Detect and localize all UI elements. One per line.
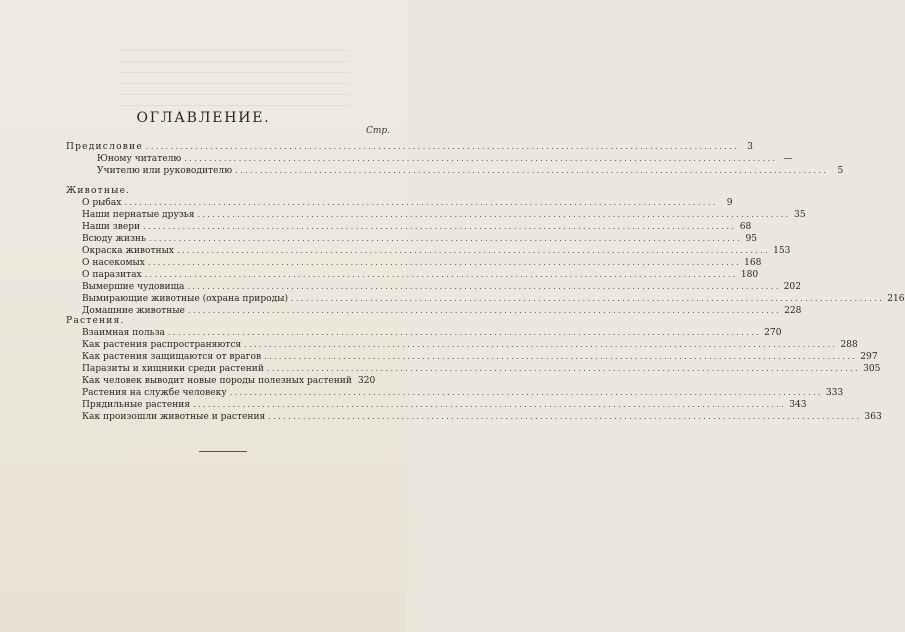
toc-page-number: 95 [745, 234, 758, 244]
toc-section-heading [66, 141, 755, 153]
toc-entry-label: Как человек выводит новые породы полезных растений [82, 376, 352, 386]
toc-entry [82, 375, 374, 387]
dot-leader: ........................................................................................................................ [184, 154, 778, 163]
toc-page-number: 180 [740, 270, 759, 280]
toc-section-heading [66, 315, 374, 327]
toc-entry-label: О паразитах [82, 270, 142, 280]
toc-entry [82, 351, 878, 363]
toc-entry-label: Паразиты и хищники среди растений [82, 364, 264, 374]
dot-leader: ........................................................................................................................ [144, 270, 738, 279]
toc-section-label: Растения. [66, 316, 125, 326]
toc-entry [82, 399, 807, 411]
dot-leader: ........................................................................................................................ [147, 258, 742, 267]
page-title: ОГЛАВЛЕНИЕ. [136, 110, 271, 126]
toc-page-number: 5 [837, 166, 844, 176]
toc-page-number: 288 [840, 340, 858, 350]
toc-entry-label: Взаимная польза [82, 328, 165, 338]
dot-leader: ........................................................................................................................ [229, 388, 823, 397]
toc-page-number: 320 [357, 376, 376, 386]
toc-entry-label: О рыбах [82, 198, 122, 208]
dot-leader: ........................................................................................................................ [197, 210, 791, 219]
toc-entry [82, 363, 881, 375]
toc-page-number: 202 [783, 282, 801, 292]
toc-page-number: 333 [825, 388, 844, 398]
toc-entry [82, 293, 905, 305]
dot-leader: ........................................................................................................................ [145, 142, 740, 151]
toc-page-number: 270 [764, 328, 782, 338]
page-column-label: Стр. [366, 126, 391, 136]
toc-page-number: 228 [784, 306, 802, 316]
dot-leader: ........................................................................................................................ [187, 306, 782, 315]
dot-leader: ........................................................................................................................ [187, 282, 781, 291]
dot-leader: ........................................................................................................................ [244, 340, 838, 349]
toc-page-number: 153 [773, 246, 791, 256]
toc-entry-label: Как произошли животные и растения [82, 412, 266, 422]
dot-leader: ........................................................................................................................ [176, 246, 771, 255]
toc-entry-label: Вымирающие животные (охрана природы) [82, 294, 289, 304]
toc-entry [82, 339, 858, 351]
toc-entry [82, 387, 844, 399]
toc-entry-label: Юному читателю [97, 154, 182, 164]
toc-entry [82, 197, 733, 209]
dot-leader: ........................................................................................................................ [143, 222, 737, 231]
toc-entry-label: Вымершие чудовища [82, 282, 185, 292]
toc-entry [82, 245, 791, 257]
dot-leader: ........................................................................................................................ [291, 294, 885, 303]
toc-page-number: 3 [747, 142, 755, 152]
toc-entry [82, 209, 806, 221]
dot-leader: ........................................................................................................................ [148, 234, 743, 243]
toc-entry-label: Домашние животные [82, 306, 185, 316]
toc-section-label: Животные. [66, 186, 131, 196]
dot-leader: ........................................................................................................................ [268, 412, 862, 421]
toc-entry-label: Растения на службе человеку [82, 388, 227, 398]
toc-page-number: 68 [739, 222, 752, 232]
toc-entry-label: Наши пернатые друзья [82, 210, 195, 220]
dot-leader: ........................................................................................................................ [266, 364, 861, 373]
toc-page-number: 363 [864, 412, 882, 422]
toc-entry-label: Всюду жизнь [82, 234, 146, 244]
dot-leader: ........................................................................................................................ [167, 328, 762, 337]
toc-page-number: 305 [863, 364, 881, 374]
toc-entry-label: Как растения распространяются [82, 340, 242, 350]
toc-entry [82, 221, 752, 233]
dot-leader: ........................................................................................................................ [235, 166, 829, 175]
dot-leader: ........................................................................................................................ [124, 198, 718, 207]
toc-entry-label: Учителю или руководителю [97, 166, 233, 176]
toc-page-number: — [783, 154, 793, 164]
dot-leader: ........................................................................................................................ [193, 400, 787, 409]
dot-leader: ........................................................................................................................ [264, 352, 858, 361]
toc-entry-label: Прядильные растения [82, 400, 191, 410]
toc-entry [82, 411, 882, 423]
divider-rule [199, 451, 247, 452]
toc-entry [82, 281, 801, 293]
toc-page-number: 297 [860, 352, 878, 362]
toc-entry [82, 269, 759, 281]
bleed-through-text [120, 50, 350, 110]
toc-entry-label: Наши звери [82, 222, 141, 232]
toc-entry-label: Как растения защищаются от врагов [82, 352, 262, 362]
toc-page-number: 343 [789, 400, 807, 410]
toc-entry [97, 165, 844, 177]
toc-section-label: Предисловие [66, 142, 143, 152]
toc-page-number: 168 [744, 258, 762, 268]
toc-entry [97, 153, 793, 165]
toc-page-number: 216 [887, 294, 905, 304]
toc-entry [82, 327, 782, 339]
toc-section-heading [66, 185, 374, 197]
toc-entry [82, 233, 758, 245]
toc-entry [82, 257, 762, 269]
toc-page-number: 35 [794, 210, 806, 220]
toc-entry-label: Окраска животных [82, 246, 174, 256]
toc-entry-label: О насекомых [82, 258, 145, 268]
toc-page-number: 9 [726, 198, 733, 208]
